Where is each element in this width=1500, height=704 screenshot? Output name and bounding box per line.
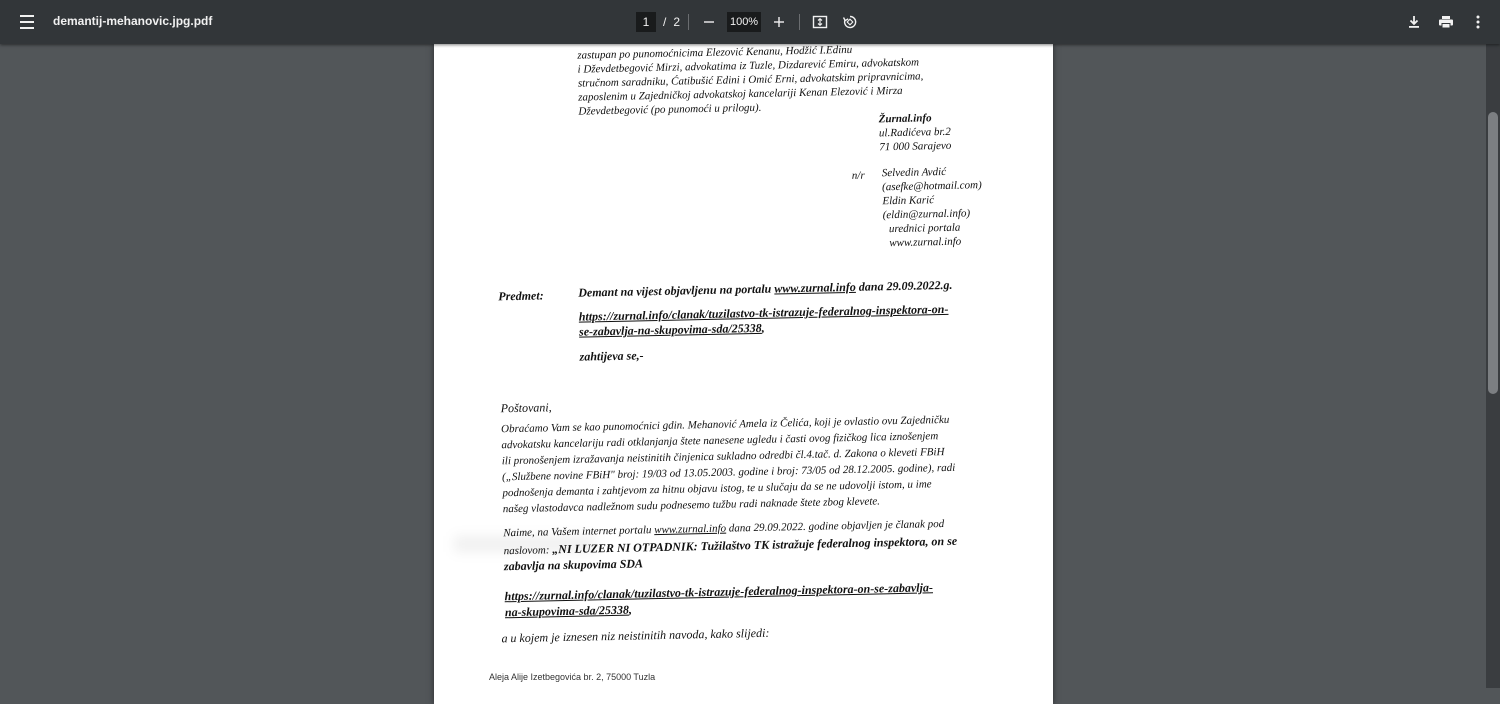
subject-label: Predmet: <box>498 288 544 304</box>
pdf-page <box>434 44 1053 704</box>
paragraph-line: ili pronošenjem izražavanja neistinitih činjenica sukladno odredbi čl.4.tač. d. Zakona o kleveti FBiH <box>501 446 945 468</box>
contact-email: (asefke@hotmail.com) <box>881 179 982 194</box>
paragraph-line: Obraćamo Vam se kao punomoćnici gdin. Mehanović Amela iz Čelića, koji je ovlastio ovu Zajedničku <box>500 413 950 436</box>
recipient-city: 71 000 Sarajevo <box>879 139 952 154</box>
recipient-name: Žurnal.info <box>878 112 932 126</box>
subject-text: Demant na vijest objavljenu na portalu <box>578 281 772 300</box>
closing-line: a u kojem je iznesen niz neistinitih navoda, kako slijedi: <box>501 625 770 646</box>
fit-page-icon[interactable] <box>808 10 832 34</box>
intro-line: Dževdetbegović (po punomoći u prilogu). <box>578 101 762 118</box>
paragraph-text: Naime, na Vašem internet portalu <box>503 524 652 540</box>
menu-icon[interactable] <box>14 10 40 34</box>
subject-url-link[interactable]: se-zabavlja-na-skupovima-sda/25338 <box>578 320 762 339</box>
article-url[interactable]: https://zurnal.info/clanak/tuzilastvo-tk-istrazuje-federalnog-inspektora-on-se-zabavlja- <box>504 580 934 604</box>
greeting: Poštovani, <box>500 400 552 416</box>
contact-email: (eldin@zurnal.info) <box>882 207 971 222</box>
recipient-site: www.zurnal.info <box>889 235 962 250</box>
paragraph-line: advokatsku kancelariju radi otklanjanja štete nanesene ugledu i časti ovog fizičkog lica iznošenjem <box>501 430 939 452</box>
toolbar-center-controls <box>632 10 862 34</box>
document-title: demantij-mehanovic.jpg.pdf <box>53 14 213 28</box>
comma: , <box>628 602 633 617</box>
intro-line: zastupan po punomoćnicima Elezović Kenanu, Hodžić I.Edinu <box>577 44 853 62</box>
intro-line: i Dževdetbegović Mirzi, advokatima iz Tuzle, Dizdarević Emiru, advokatskom <box>577 56 920 76</box>
toolbar-right-controls <box>1402 10 1490 34</box>
nr-label: n/r <box>851 169 865 182</box>
print-icon[interactable] <box>1434 10 1458 34</box>
article-title: „NI LUZER NI OTPADNIK: Tužilaštvo TK istražuje federalnog inspektora, on se <box>552 533 958 557</box>
subject-url-cont <box>579 321 765 340</box>
article-url-cont <box>505 603 632 621</box>
subject-link[interactable]: www.zurnal.info <box>774 279 856 296</box>
paragraph-line: podnošenja demanta i zahtjevom za hitnu objavu istog, te u slučaju da se ne udovolji istom, u ime <box>502 478 932 500</box>
scanned-letter <box>434 44 1053 704</box>
paragraph-line: našeg vlastodavca nadležnom sudu podnesemo tužbu radi naknade štete zbog klevete. <box>502 495 881 516</box>
pdf-toolbar <box>0 0 1500 44</box>
paragraph-line: („Službene novine FBiH" broj: 19/03 od 13.05.2003. godine i broj: 73/05 od 28.12.2005. godine), radi <box>501 461 956 484</box>
article-title-cont: zabavlja na skupovima SDA <box>503 556 644 574</box>
subject-url[interactable]: https://zurnal.info/clanak/tuzilastvo-tk-istrazuje-federalnog-inspektora-on- <box>578 301 949 324</box>
recipient-street: ul.Radićeva br.2 <box>878 125 951 140</box>
current-page-input[interactable]: 1 <box>636 12 656 32</box>
comma: , <box>761 320 765 335</box>
subject-request: zahtijeva se,- <box>579 348 644 364</box>
scrollbar-track[interactable] <box>1486 44 1500 688</box>
subject-date: dana 29.09.2022.g. <box>858 277 953 294</box>
page-separator: / <box>663 15 667 29</box>
portal-link[interactable]: www.zurnal.info <box>654 522 727 537</box>
divider <box>688 14 689 30</box>
zoom-out-icon[interactable] <box>697 10 721 34</box>
total-pages: 2 <box>673 15 681 29</box>
recipient-role: urednici portala <box>888 221 961 236</box>
zoom-level-input[interactable]: 100% <box>727 12 761 32</box>
divider <box>799 14 800 30</box>
download-icon[interactable] <box>1402 10 1426 34</box>
paragraph-text: naslovom: <box>503 544 550 558</box>
contact-name: Selvedin Avdić <box>881 165 947 180</box>
paragraph-text: dana 29.09.2022. godine objavljen je članak pod <box>728 518 945 535</box>
more-vert-icon[interactable] <box>1466 10 1490 34</box>
footer-address: Aleja Alije Izetbegovića br. 2, 75000 Tuzla <box>489 672 656 682</box>
subject-line <box>578 278 953 301</box>
intro-line: zaposlenim u Zajedničkoj advokatskoj kancelariji Kenan Elezović i Mirza <box>578 84 903 104</box>
intro-line: stručnom saradniku, Ćatibušić Edini i Omić Erni, advokatskim pripravnicima, <box>577 70 924 90</box>
scrollbar-thumb[interactable] <box>1488 112 1498 394</box>
article-url-link[interactable]: na-skupovima-sda/25338 <box>504 602 630 620</box>
zoom-in-icon[interactable] <box>767 10 791 34</box>
rotate-icon[interactable] <box>838 10 862 34</box>
contact-name: Eldin Karić <box>882 194 935 208</box>
